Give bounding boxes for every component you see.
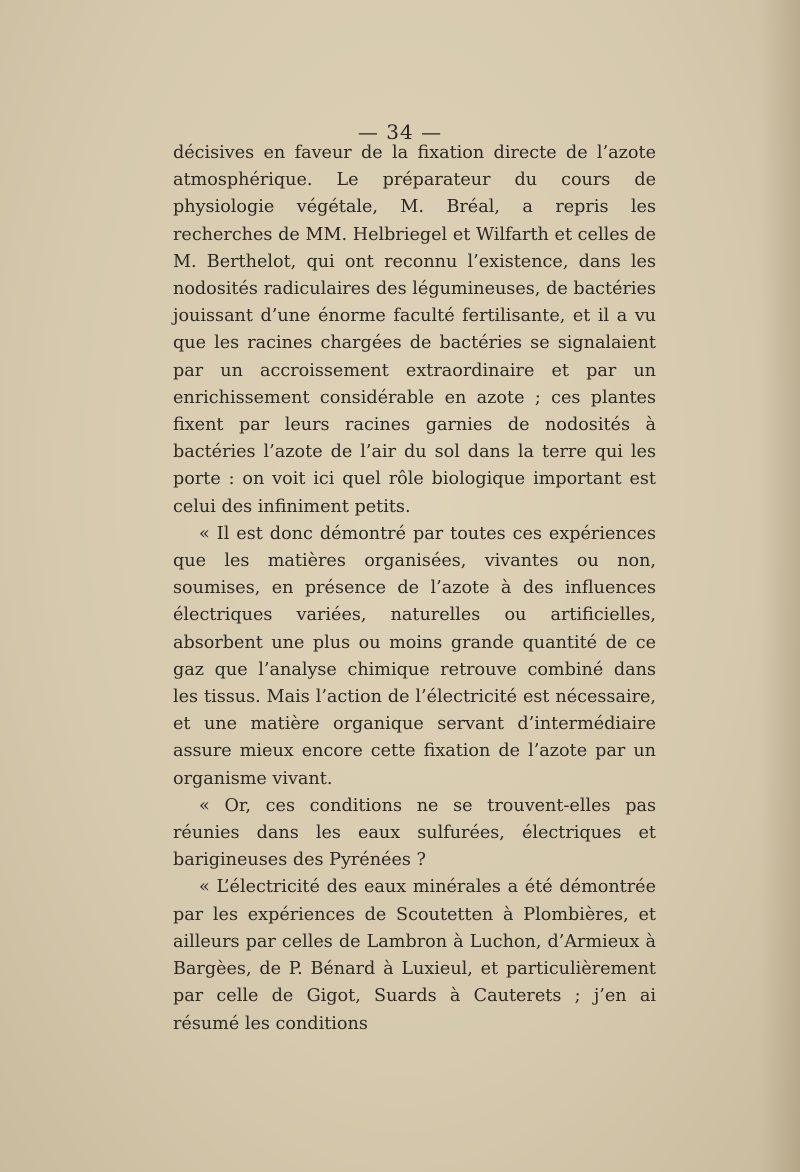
paragraph: « Il est donc démontré par toutes ces expériences que les matières organisées, vivantes ou non, soumises, en présence de l’azote à des influences électriques variées, naturelles ou artificielles, absorbent une plus ou moins grande quantité de ce gaz que l’analyse chimique retrouve combiné dans les tissus. Mais l’action de l’électricité est nécessaire, et une matière organique servant d’intermédiaire assure mieux encore cette fixation de l’azote par un organisme vivant. [173, 523, 656, 789]
page-number: — 34 — [357, 120, 443, 144]
paragraph: « L’électricité des eaux minérales a été démontrée par les expériences de Scoutetten à Plombières, et ailleurs par celles de Lambron à Luchon, d’Armieux à Bargèes, de P. Bénard à Luxieul, et particulièrement par celle de Gigot, Suards à Cauterets ; j’en ai résumé les conditions [173, 877, 656, 1034]
body-text [173, 140, 656, 1038]
paragraph: décisives en faveur de la fixation directe de l’azote atmosphérique. Le préparateur du cours de physiologie végétale, M. Bréal, a repris les recherches de MM. Helbriegel et Wilfarth et celles de M. Berthelot, qui ont reconnu l’existence, dans les nodosités radiculaires des légumineuses, de bactéries jouissant d’une énorme faculté fertilisante, et il a vu que les racines chargées de bactéries se signalaient par un accroissement extraordinaire et par un enrichissement considérable en azote ; ces plantes fixent par leurs racines garnies de nodosités à bactéries l’azote de l’air du sol dans la terre qui les porte : on voit ici quel rôle biologique important est celui des infiniment petits. [173, 143, 656, 517]
paragraph: « Or, ces conditions ne se trouvent-elles pas réunies dans les eaux sulfurées, électriques et barigineuses des Pyrénées ? [173, 795, 656, 871]
